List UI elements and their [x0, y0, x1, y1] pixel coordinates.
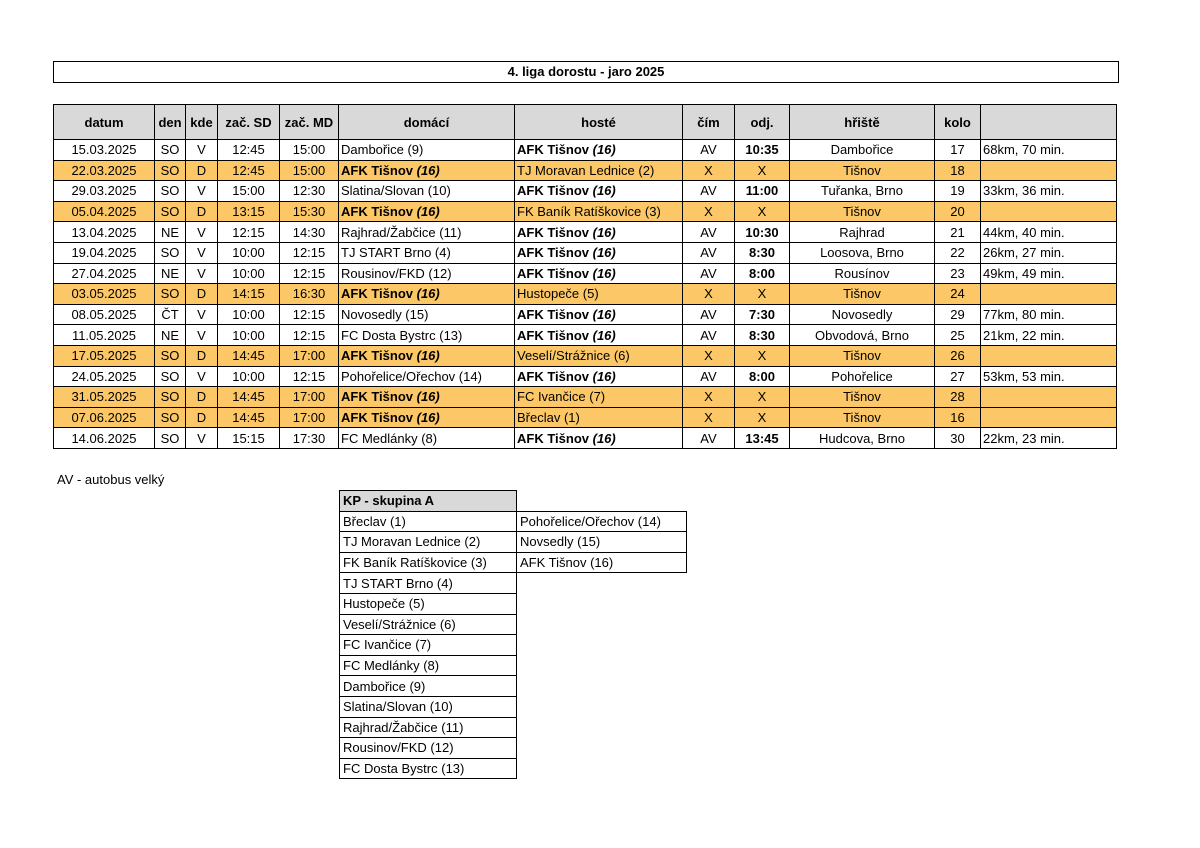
venue-type-cell: V: [186, 304, 218, 325]
group-row: [340, 532, 687, 553]
note-cell: 21km, 22 min.: [981, 325, 1117, 346]
away-team-cell: FC Ivančice (7): [515, 387, 683, 408]
away-team-cell: Veselí/Strážnice (6): [515, 345, 683, 366]
home-team-cell: Pohořelice/Ořechov (14): [339, 366, 515, 387]
date-cell: 31.05.2025: [54, 387, 155, 408]
date-cell: 07.06.2025: [54, 407, 155, 428]
match-row: [54, 222, 1117, 243]
venue-type-cell: D: [186, 284, 218, 305]
departure-cell: 11:00: [735, 181, 790, 202]
day-cell: SO: [155, 366, 186, 387]
group-row: [340, 738, 687, 759]
venue-type-cell: D: [186, 201, 218, 222]
group-blank: [517, 717, 687, 738]
group-title: KP - skupina A: [340, 491, 517, 512]
away-team-cell: AFK Tišnov (16): [515, 428, 683, 449]
day-cell: SO: [155, 428, 186, 449]
match-row: [54, 387, 1117, 408]
column-header: domácí: [339, 105, 515, 140]
home-team-cell: Rousinov/FKD (12): [339, 263, 515, 284]
match-row: [54, 242, 1117, 263]
start-md-cell: 17:30: [280, 428, 339, 449]
team-number: (16): [592, 142, 616, 158]
transport-cell: AV: [683, 325, 735, 346]
departure-cell: 7:30: [735, 304, 790, 325]
day-cell: NE: [155, 222, 186, 243]
home-team-cell: AFK Tišnov (16): [339, 160, 515, 181]
transport-cell: AV: [683, 304, 735, 325]
away-team-cell: Břeclav (1): [515, 407, 683, 428]
legend-text: AV - autobus velký: [57, 472, 165, 487]
start-sd-cell: 14:45: [218, 345, 280, 366]
transport-cell: X: [683, 345, 735, 366]
group-row: [340, 676, 687, 697]
team-number: (16): [592, 307, 616, 323]
group-team: AFK Tišnov (16): [517, 552, 687, 573]
match-row: [54, 304, 1117, 325]
transport-cell: AV: [683, 242, 735, 263]
home-team-cell: AFK Tišnov (16): [339, 345, 515, 366]
team-number: (16): [416, 286, 440, 302]
transport-cell: X: [683, 284, 735, 305]
pitch-cell: Rousínov: [790, 263, 935, 284]
date-cell: 24.05.2025: [54, 366, 155, 387]
start-md-cell: 17:00: [280, 387, 339, 408]
start-sd-cell: 10:00: [218, 304, 280, 325]
pitch-cell: Novosedly: [790, 304, 935, 325]
group-blank: [517, 573, 687, 594]
group-blank: [517, 635, 687, 656]
home-team-cell: AFK Tišnov (16): [339, 407, 515, 428]
date-cell: 17.05.2025: [54, 345, 155, 366]
home-team-cell: AFK Tišnov (16): [339, 284, 515, 305]
day-cell: SO: [155, 284, 186, 305]
note-cell: [981, 284, 1117, 305]
start-md-cell: 15:00: [280, 140, 339, 161]
team-number: (16): [592, 368, 616, 384]
team-number: (16): [416, 410, 440, 426]
transport-cell: AV: [683, 140, 735, 161]
note-cell: 33km, 36 min.: [981, 181, 1117, 202]
column-header: zač. SD: [218, 105, 280, 140]
note-cell: 68km, 70 min.: [981, 140, 1117, 161]
team-number: (16): [592, 265, 616, 281]
away-team-cell: AFK Tišnov (16): [515, 304, 683, 325]
date-cell: 14.06.2025: [54, 428, 155, 449]
note-cell: [981, 407, 1117, 428]
group-blank: [517, 758, 687, 779]
group-blank: [517, 614, 687, 635]
match-row: [54, 345, 1117, 366]
group-team: TJ Moravan Lednice (2): [340, 532, 517, 553]
group-blank: [517, 676, 687, 697]
departure-cell: X: [735, 407, 790, 428]
group-team: Pohořelice/Ořechov (14): [517, 511, 687, 532]
day-cell: ČT: [155, 304, 186, 325]
group-row: [340, 635, 687, 656]
group-row: [340, 491, 687, 512]
departure-cell: X: [735, 387, 790, 408]
departure-cell: 10:35: [735, 140, 790, 161]
away-team-cell: AFK Tišnov (16): [515, 263, 683, 284]
column-header: zač. MD: [280, 105, 339, 140]
start-sd-cell: 14:45: [218, 387, 280, 408]
away-team-cell: FK Baník Ratíškovice (3): [515, 201, 683, 222]
start-md-cell: 12:15: [280, 304, 339, 325]
note-cell: 49km, 49 min.: [981, 263, 1117, 284]
venue-type-cell: V: [186, 140, 218, 161]
round-cell: 17: [935, 140, 981, 161]
start-sd-cell: 12:45: [218, 160, 280, 181]
round-cell: 20: [935, 201, 981, 222]
transport-cell: AV: [683, 222, 735, 243]
venue-type-cell: D: [186, 387, 218, 408]
team-number: (16): [592, 183, 616, 199]
group-team: Rajhrad/Žabčice (11): [340, 717, 517, 738]
day-cell: NE: [155, 263, 186, 284]
group-blank: [517, 593, 687, 614]
date-cell: 22.03.2025: [54, 160, 155, 181]
pitch-cell: Tišnov: [790, 407, 935, 428]
group-team: Dambořice (9): [340, 676, 517, 697]
day-cell: SO: [155, 201, 186, 222]
column-header: den: [155, 105, 186, 140]
departure-cell: 10:30: [735, 222, 790, 243]
departure-cell: 8:00: [735, 263, 790, 284]
pitch-cell: Tišnov: [790, 201, 935, 222]
start-md-cell: 17:00: [280, 407, 339, 428]
start-sd-cell: 12:15: [218, 222, 280, 243]
pitch-cell: Obvodová, Brno: [790, 325, 935, 346]
venue-type-cell: V: [186, 428, 218, 449]
round-cell: 24: [935, 284, 981, 305]
note-cell: 22km, 23 min.: [981, 428, 1117, 449]
date-cell: 29.03.2025: [54, 181, 155, 202]
start-sd-cell: 12:45: [218, 140, 280, 161]
home-team-cell: Novosedly (15): [339, 304, 515, 325]
date-cell: 05.04.2025: [54, 201, 155, 222]
note-cell: 77km, 80 min.: [981, 304, 1117, 325]
team-number: (16): [592, 245, 616, 261]
note-cell: 26km, 27 min.: [981, 242, 1117, 263]
start-sd-cell: 14:45: [218, 407, 280, 428]
start-md-cell: 12:15: [280, 325, 339, 346]
day-cell: SO: [155, 407, 186, 428]
start-sd-cell: 10:00: [218, 263, 280, 284]
match-row: [54, 284, 1117, 305]
column-header: čím: [683, 105, 735, 140]
date-cell: 15.03.2025: [54, 140, 155, 161]
start-md-cell: 14:30: [280, 222, 339, 243]
header-row: [54, 105, 1117, 140]
note-cell: 44km, 40 min.: [981, 222, 1117, 243]
pitch-cell: Rajhrad: [790, 222, 935, 243]
pitch-cell: Loosova, Brno: [790, 242, 935, 263]
group-row: [340, 655, 687, 676]
date-cell: 19.04.2025: [54, 242, 155, 263]
pitch-cell: Hudcova, Brno: [790, 428, 935, 449]
home-team-cell: Rajhrad/Žabčice (11): [339, 222, 515, 243]
group-row: [340, 696, 687, 717]
start-md-cell: 12:15: [280, 263, 339, 284]
match-row: [54, 181, 1117, 202]
away-team-cell: AFK Tišnov (16): [515, 325, 683, 346]
match-row: [54, 325, 1117, 346]
venue-type-cell: V: [186, 222, 218, 243]
column-header: [981, 105, 1117, 140]
start-sd-cell: 10:00: [218, 366, 280, 387]
start-md-cell: 12:30: [280, 181, 339, 202]
team-number: (16): [416, 348, 440, 364]
note-cell: [981, 201, 1117, 222]
round-cell: 18: [935, 160, 981, 181]
group-row: [340, 511, 687, 532]
round-cell: 29: [935, 304, 981, 325]
group-blank: [517, 696, 687, 717]
group-team: Břeclav (1): [340, 511, 517, 532]
start-sd-cell: 15:00: [218, 181, 280, 202]
page-title: 4. liga dorostu - jaro 2025: [53, 61, 1119, 83]
date-cell: 27.04.2025: [54, 263, 155, 284]
transport-cell: X: [683, 407, 735, 428]
group-team: FK Baník Ratíškovice (3): [340, 552, 517, 573]
match-row: [54, 160, 1117, 181]
start-sd-cell: 14:15: [218, 284, 280, 305]
team-number: (16): [592, 430, 616, 446]
departure-cell: X: [735, 284, 790, 305]
group-team: Novsedly (15): [517, 532, 687, 553]
column-header: odj.: [735, 105, 790, 140]
day-cell: NE: [155, 325, 186, 346]
match-row: [54, 140, 1117, 161]
team-number: (16): [592, 224, 616, 240]
round-cell: 16: [935, 407, 981, 428]
home-team-cell: AFK Tišnov (16): [339, 387, 515, 408]
day-cell: SO: [155, 181, 186, 202]
group-row: [340, 614, 687, 635]
start-sd-cell: 10:00: [218, 325, 280, 346]
home-team-cell: FC Dosta Bystrc (13): [339, 325, 515, 346]
venue-type-cell: V: [186, 366, 218, 387]
day-cell: SO: [155, 345, 186, 366]
group-team: TJ START Brno (4): [340, 573, 517, 594]
date-cell: 13.04.2025: [54, 222, 155, 243]
start-md-cell: 12:15: [280, 242, 339, 263]
departure-cell: X: [735, 160, 790, 181]
group-blank: [517, 491, 687, 512]
group-team: FC Medlánky (8): [340, 655, 517, 676]
away-team-cell: TJ Moravan Lednice (2): [515, 160, 683, 181]
match-row: [54, 263, 1117, 284]
venue-type-cell: V: [186, 263, 218, 284]
start-md-cell: 15:30: [280, 201, 339, 222]
column-header: hosté: [515, 105, 683, 140]
day-cell: SO: [155, 160, 186, 181]
venue-type-cell: V: [186, 242, 218, 263]
transport-cell: AV: [683, 366, 735, 387]
pitch-cell: Tišnov: [790, 387, 935, 408]
departure-cell: X: [735, 345, 790, 366]
group-row: [340, 573, 687, 594]
transport-cell: AV: [683, 428, 735, 449]
day-cell: SO: [155, 387, 186, 408]
round-cell: 22: [935, 242, 981, 263]
pitch-cell: Tišnov: [790, 160, 935, 181]
day-cell: SO: [155, 242, 186, 263]
group-team: FC Ivančice (7): [340, 635, 517, 656]
away-team-cell: AFK Tišnov (16): [515, 140, 683, 161]
match-row: [54, 366, 1117, 387]
home-team-cell: AFK Tišnov (16): [339, 201, 515, 222]
day-cell: SO: [155, 140, 186, 161]
away-team-cell: AFK Tišnov (16): [515, 242, 683, 263]
group-team: Rousinov/FKD (12): [340, 738, 517, 759]
transport-cell: X: [683, 160, 735, 181]
away-team-cell: AFK Tišnov (16): [515, 366, 683, 387]
round-cell: 30: [935, 428, 981, 449]
column-header: kde: [186, 105, 218, 140]
round-cell: 25: [935, 325, 981, 346]
departure-cell: 8:30: [735, 325, 790, 346]
departure-cell: 13:45: [735, 428, 790, 449]
departure-cell: 8:30: [735, 242, 790, 263]
team-number: (16): [416, 204, 440, 220]
transport-cell: X: [683, 387, 735, 408]
away-team-cell: AFK Tišnov (16): [515, 222, 683, 243]
match-row: [54, 407, 1117, 428]
date-cell: 08.05.2025: [54, 304, 155, 325]
round-cell: 28: [935, 387, 981, 408]
venue-type-cell: V: [186, 325, 218, 346]
pitch-cell: Dambořice: [790, 140, 935, 161]
team-number: (16): [416, 389, 440, 405]
away-team-cell: AFK Tišnov (16): [515, 181, 683, 202]
column-header: datum: [54, 105, 155, 140]
home-team-cell: TJ START Brno (4): [339, 242, 515, 263]
start-md-cell: 16:30: [280, 284, 339, 305]
start-sd-cell: 10:00: [218, 242, 280, 263]
transport-cell: X: [683, 201, 735, 222]
home-team-cell: Slatina/Slovan (10): [339, 181, 515, 202]
group-team: Slatina/Slovan (10): [340, 696, 517, 717]
round-cell: 26: [935, 345, 981, 366]
group-table: [339, 490, 687, 779]
match-row: [54, 428, 1117, 449]
schedule-table: [53, 104, 1117, 449]
transport-cell: AV: [683, 181, 735, 202]
note-cell: [981, 160, 1117, 181]
start-sd-cell: 15:15: [218, 428, 280, 449]
round-cell: 23: [935, 263, 981, 284]
group-blank: [517, 738, 687, 759]
pitch-cell: Pohořelice: [790, 366, 935, 387]
column-header: kolo: [935, 105, 981, 140]
note-cell: [981, 345, 1117, 366]
group-team: FC Dosta Bystrc (13): [340, 758, 517, 779]
round-cell: 27: [935, 366, 981, 387]
group-row: [340, 758, 687, 779]
group-team: Hustopeče (5): [340, 593, 517, 614]
venue-type-cell: D: [186, 345, 218, 366]
venue-type-cell: D: [186, 160, 218, 181]
away-team-cell: Hustopeče (5): [515, 284, 683, 305]
team-number: (16): [416, 162, 440, 178]
start-md-cell: 12:15: [280, 366, 339, 387]
group-team: Veselí/Strážnice (6): [340, 614, 517, 635]
home-team-cell: FC Medlánky (8): [339, 428, 515, 449]
round-cell: 19: [935, 181, 981, 202]
column-header: hřiště: [790, 105, 935, 140]
start-sd-cell: 13:15: [218, 201, 280, 222]
match-row: [54, 201, 1117, 222]
group-blank: [517, 655, 687, 676]
pitch-cell: Tišnov: [790, 284, 935, 305]
note-cell: 53km, 53 min.: [981, 366, 1117, 387]
pitch-cell: Tuřanka, Brno: [790, 181, 935, 202]
start-md-cell: 17:00: [280, 345, 339, 366]
venue-type-cell: D: [186, 407, 218, 428]
departure-cell: X: [735, 201, 790, 222]
group-row: [340, 552, 687, 573]
venue-type-cell: V: [186, 181, 218, 202]
home-team-cell: Dambořice (9): [339, 140, 515, 161]
date-cell: 11.05.2025: [54, 325, 155, 346]
group-row: [340, 593, 687, 614]
group-row: [340, 717, 687, 738]
start-md-cell: 15:00: [280, 160, 339, 181]
round-cell: 21: [935, 222, 981, 243]
team-number: (16): [592, 327, 616, 343]
pitch-cell: Tišnov: [790, 345, 935, 366]
transport-cell: AV: [683, 263, 735, 284]
date-cell: 03.05.2025: [54, 284, 155, 305]
departure-cell: 8:00: [735, 366, 790, 387]
note-cell: [981, 387, 1117, 408]
